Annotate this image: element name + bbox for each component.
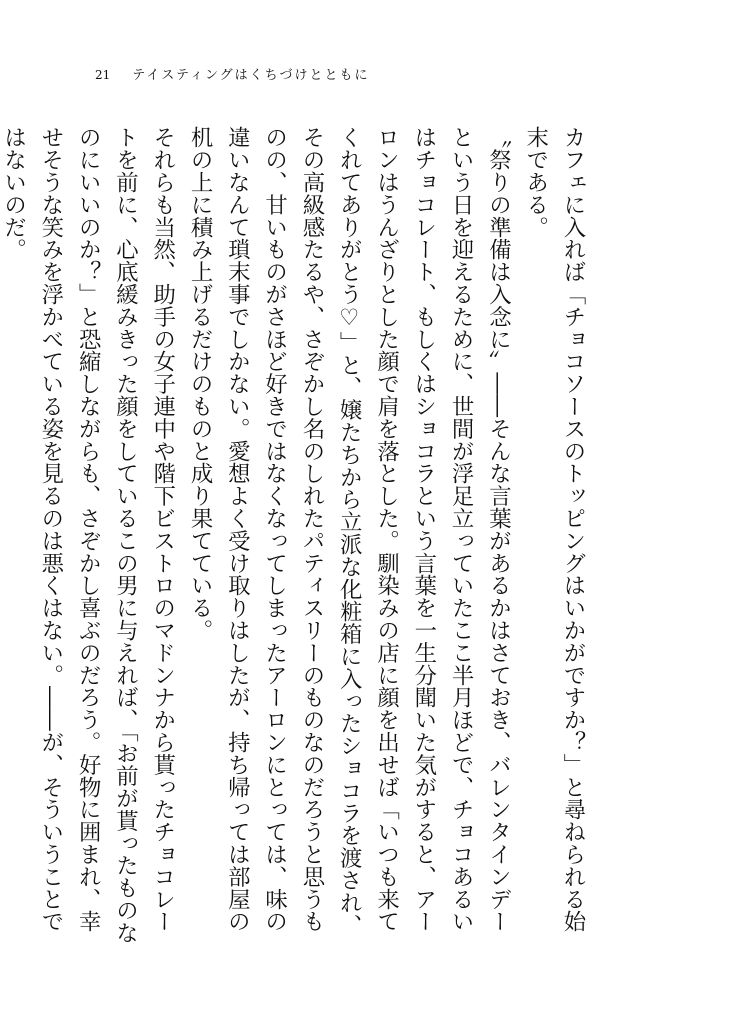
paragraph-1: カフェに入れば「チョコソースのトッピングはいかがですか？」と尋ねられる始末である。 [522, 126, 586, 933]
body-text [0, 126, 591, 946]
book-title: テイスティングはくちづけとともに [132, 68, 370, 83]
paragraph-2: 〝祭りの準備は入念に〟――そんな言葉があるかはさておき、バレンタインデーという日を迎えるために、世間が浮足立っていたここ半月ほどで、チョコあるいはチョコレート、もしくはショコラという言葉を一生分聞いた気がすると、アーロンはうんざりとした顔で肩を落とした。馴染みの店に顔を出せば「いつも来てくれてありがとう♡」と、嬢たちから立派な化粧箱に入ったショコラを渡され、その高級感たるや、さぞかし名のしれたパティスリーのものなのだろうと思うものの、甘いものがさほど好きではなくなってしまったアーロンにとっては、味の違いなんて瑣末事でしかない。愛想よく受け取りはしたが、持ち帰っては部屋の机の上に積み上げるだけのものと成り果てている。 [187, 126, 512, 936]
running-head [95, 64, 370, 83]
paragraph-3: それらも当然、助手の女子連中や階下ビストロのマドンナから貰ったチョコレートを前に、心底緩みきった顔をしているこの男に与えれば、「お前が貰ったものなのにいいのか？」と恐縮しながらも、さぞかし喜ぶのだろう。好物に囲まれ、幸せそうな笑みを浮かべている姿を見るのは悪くはない。――が、そういうことではないのだ。 [0, 126, 176, 944]
page-number: 21 [95, 68, 111, 82]
